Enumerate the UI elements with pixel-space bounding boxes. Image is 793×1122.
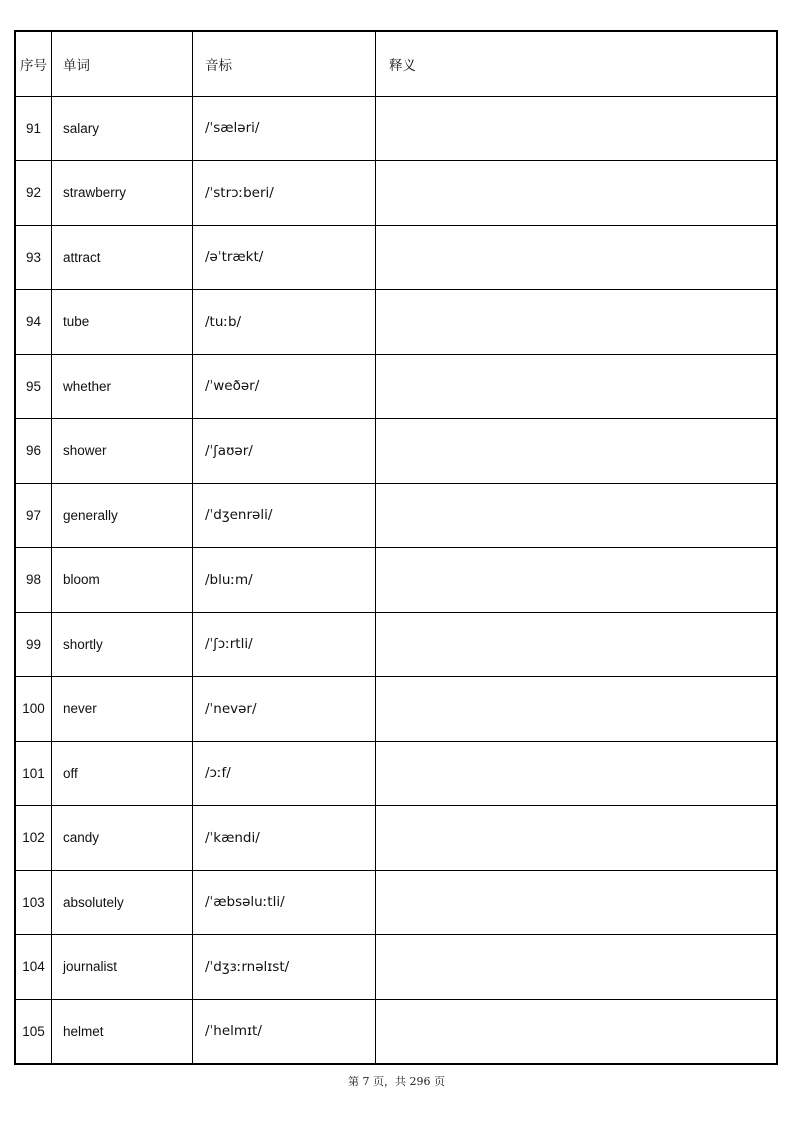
row-word: shortly <box>52 612 193 677</box>
row-definition <box>376 870 778 935</box>
row-phonetic: /tuːb/ <box>193 290 376 355</box>
table-row <box>15 612 777 677</box>
row-definition <box>376 483 778 548</box>
row-definition <box>376 741 778 806</box>
row-definition <box>376 225 778 290</box>
table-header-row <box>15 31 777 96</box>
row-phonetic: /ˈʃaʊər/ <box>193 419 376 484</box>
row-phonetic: /ˈstrɔːberi/ <box>193 161 376 226</box>
table-row <box>15 935 777 1000</box>
row-phonetic: /ˈsæləri/ <box>193 96 376 161</box>
row-definition <box>376 290 778 355</box>
row-word: candy <box>52 806 193 871</box>
row-number: 101 <box>15 741 52 806</box>
header-definition: 释义 <box>376 31 778 96</box>
table-row <box>15 741 777 806</box>
row-word: absolutely <box>52 870 193 935</box>
row-number: 102 <box>15 806 52 871</box>
row-word: bloom <box>52 548 193 613</box>
row-definition <box>376 161 778 226</box>
row-word: journalist <box>52 935 193 1000</box>
table-body <box>15 96 777 1064</box>
table-row <box>15 483 777 548</box>
row-definition <box>376 806 778 871</box>
row-definition <box>376 548 778 613</box>
row-number: 92 <box>15 161 52 226</box>
row-number: 99 <box>15 612 52 677</box>
row-number: 100 <box>15 677 52 742</box>
row-phonetic: /bluːm/ <box>193 548 376 613</box>
row-number: 98 <box>15 548 52 613</box>
row-word: salary <box>52 96 193 161</box>
row-number: 104 <box>15 935 52 1000</box>
row-number: 93 <box>15 225 52 290</box>
vocabulary-table <box>14 30 778 1065</box>
row-definition <box>376 612 778 677</box>
table-row <box>15 999 777 1064</box>
row-word: off <box>52 741 193 806</box>
row-word: strawberry <box>52 161 193 226</box>
page-number-footer: 第 7 页，共 296 页 <box>348 1075 445 1088</box>
row-number: 91 <box>15 96 52 161</box>
table-row <box>15 354 777 419</box>
row-definition <box>376 999 778 1064</box>
row-phonetic: /ˈæbsəluːtli/ <box>193 870 376 935</box>
row-definition <box>376 677 778 742</box>
row-word: whether <box>52 354 193 419</box>
row-word: helmet <box>52 999 193 1064</box>
table-row <box>15 548 777 613</box>
row-definition <box>376 935 778 1000</box>
row-phonetic: /ˈnevər/ <box>193 677 376 742</box>
table-row <box>15 161 777 226</box>
row-word: never <box>52 677 193 742</box>
row-phonetic: /ˈdʒɜːrnəlɪst/ <box>193 935 376 1000</box>
row-phonetic: /ˈhelmɪt/ <box>193 999 376 1064</box>
row-phonetic: /ˈʃɔːrtli/ <box>193 612 376 677</box>
row-number: 105 <box>15 999 52 1064</box>
row-phonetic: /ˈdʒenrəli/ <box>193 483 376 548</box>
row-word: tube <box>52 290 193 355</box>
table-row <box>15 419 777 484</box>
row-definition <box>376 419 778 484</box>
row-phonetic: /ˈkændi/ <box>193 806 376 871</box>
row-phonetic: /əˈtrækt/ <box>193 225 376 290</box>
row-number: 96 <box>15 419 52 484</box>
row-phonetic: /ˈweðər/ <box>193 354 376 419</box>
table-row <box>15 96 777 161</box>
header-word: 单词 <box>52 31 193 96</box>
header-phonetic: 音标 <box>193 31 376 96</box>
table-row <box>15 870 777 935</box>
row-number: 103 <box>15 870 52 935</box>
row-word: generally <box>52 483 193 548</box>
row-number: 97 <box>15 483 52 548</box>
row-number: 95 <box>15 354 52 419</box>
table-row <box>15 806 777 871</box>
row-word: shower <box>52 419 193 484</box>
row-phonetic: /ɔːf/ <box>193 741 376 806</box>
table-row <box>15 225 777 290</box>
row-word: attract <box>52 225 193 290</box>
header-number: 序号 <box>15 31 52 96</box>
table-row <box>15 677 777 742</box>
row-definition <box>376 354 778 419</box>
row-definition <box>376 96 778 161</box>
table-row <box>15 290 777 355</box>
row-number: 94 <box>15 290 52 355</box>
